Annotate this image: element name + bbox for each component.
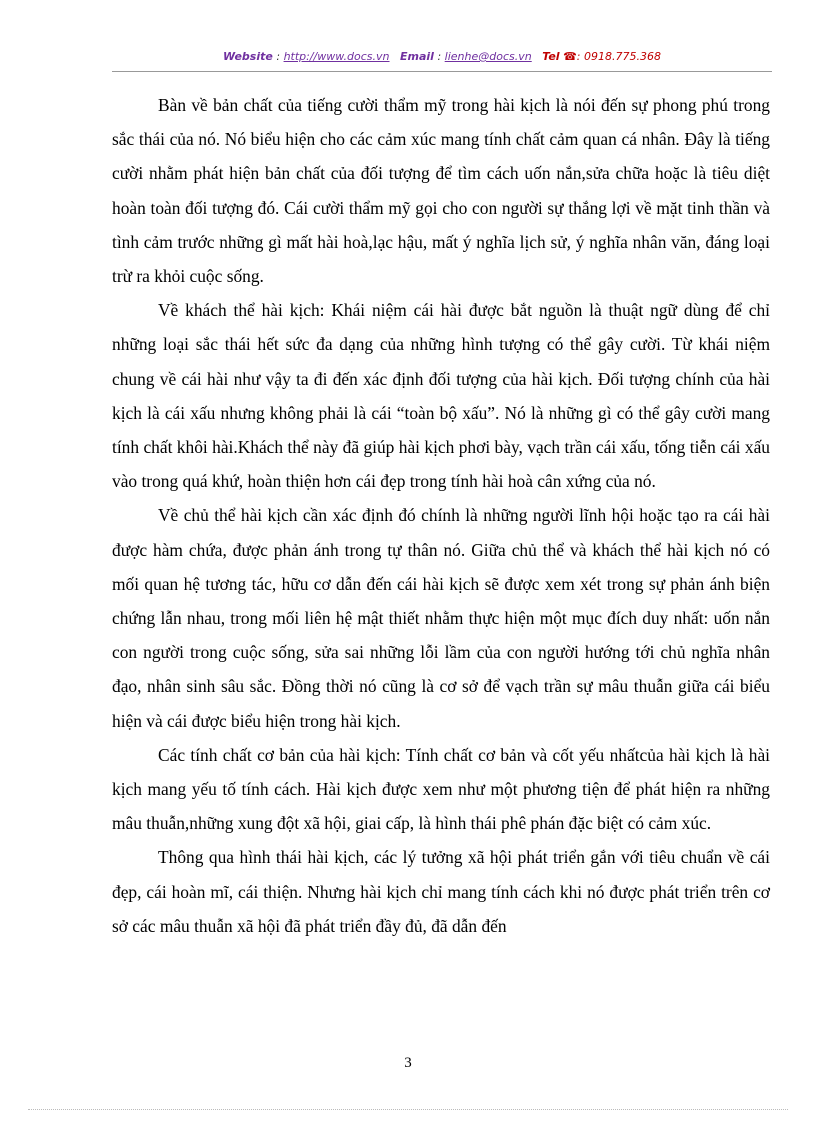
email-label: Email [400,50,434,63]
tel-number: 0918.775.368 [583,50,661,63]
header-divider [112,71,772,72]
tel-sep: : [576,50,584,63]
phone-icon: ☎ [563,50,577,63]
page-number: 3 [404,1055,412,1071]
paragraph: Về khách thể hài kịch: Khái niệm cái hài được bắt nguồn là thuật ngữ dùng để chỉ những loại sắc thái hết sức đa dạng của những hình tượng có thể gây cười. Từ khái niệm chung về cái hài như vậy ta đi đến xác định đối tượng của hài kịch. Đối tượng chính của hài kịch là cái xấu nhưng không phải là cái “toàn bộ xấu”. Nó là những gì có thể gây cười mang tính chất khôi hài.Khách thể này đã giúp hài kịch phơi bày, vạch trần cái xấu, tống tiễn cái xấu vào trong quá khứ, hoàn thiện hơn cái đẹp trong tính hài hoà cân xứng của nó. [112,300,770,492]
website-sep: : [272,50,284,63]
website-label: Website [223,50,273,63]
document-body [112,88,770,943]
website-link[interactable]: http://www.docs.vn [283,50,390,63]
tel-label: Tel [542,50,560,63]
paragraph: Về chủ thể hài kịch cần xác định đó chính là những người lĩnh hội hoặc tạo ra cái hài được hàm chứa, được phản ánh trong tự thân nó. Giữa chủ thể và khách thể hài kịch nó có mối quan hệ tương tác, hữu cơ dẫn đến cái hài kịch sẽ được xem xét trong sự phản ánh biện chứng lẫn nhau, trong mối liên hệ mật thiết nhằm thực hiện một mục đích duy nhất: uốn nắn con người trong cuộc sống, sửa sai những lỗi lầm của con người hướng tới chủ nghĩa nhân đạo, nhân sinh sâu sắc. Đồng thời nó cũng là cơ sở để vạch trần sự mâu thuẫn giữa cái biểu hiện và cái được biểu hiện trong hài kịch. [112,505,770,731]
paragraph: Thông qua hình thái hài kịch, các lý tưởng xã hội phát triển gắn với tiêu chuẩn về cái đẹp, cái hoàn mĩ, cái thiện. Nhưng hài kịch chỉ mang tính cách khi nó được phát triển trên cơ sở các mâu thuẫn xã hội đã phát triển đầy đủ, đã dẫn đến [112,847,770,936]
page-header [112,50,772,63]
email-link[interactable]: lienhe@docs.vn [444,50,532,63]
paragraph: Bàn về bản chất của tiếng cười thẩm mỹ trong hài kịch là nói đến sự phong phú trong sắc thái của nó. Nó biểu hiện cho các cảm xúc mang tính chất cảm quan cá nhân. Đây là tiếng cười nhằm phát hiện bản chất của đối tượng để tìm cách uốn nắn,sửa chữa hoặc là tiêu diệt hoàn toàn đối tượng đó. Cái cười thẩm mỹ gọi cho con người sự thắng lợi về mặt tinh thần và tình cảm trước những gì mất hài hoà,lạc hậu, mất ý nghĩa lịch sử, ý nghĩa nhân văn, đáng loại trừ ra khỏi cuộc sống. [112,95,770,287]
footer-divider [28,1109,788,1110]
email-sep: : [433,50,445,63]
paragraph: Các tính chất cơ bản của hài kịch: Tính chất cơ bản và cốt yếu nhấtcủa hài kịch là hài kịch mang yếu tố tính cách. Hài kịch được xem như một phương tiện để phát hiện ra những mâu thuẫn,những xung đột xã hội, giai cấp, là hình thái phê phán đặc biệt có cảm xúc. [112,744,770,834]
